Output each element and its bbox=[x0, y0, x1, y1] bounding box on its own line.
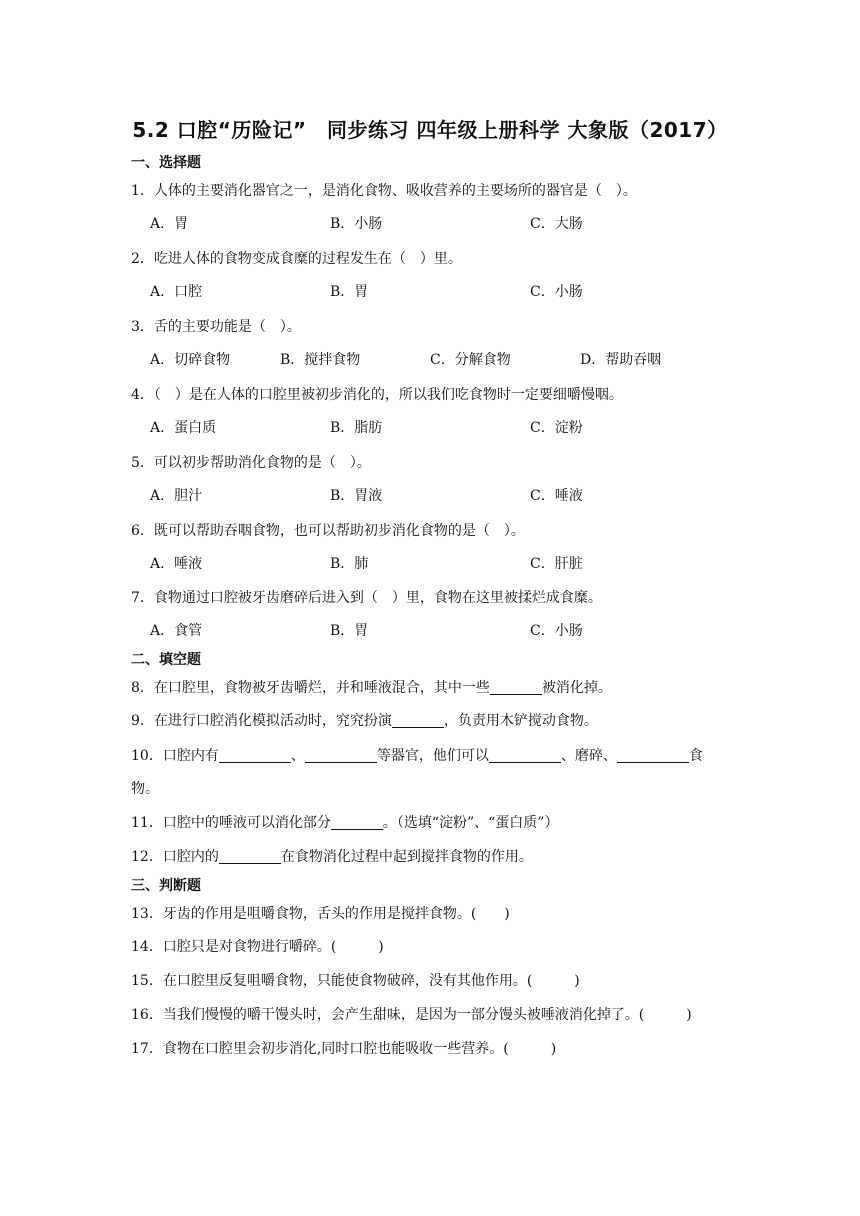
question-15: 15．在口腔里反复咀嚼食物，只能使食物破碎，没有其他作用。( ) bbox=[131, 973, 580, 989]
q4-option-b: B．脂肪 bbox=[330, 420, 383, 436]
q10-text-b: 、 bbox=[290, 748, 305, 764]
q9-blank[interactable] bbox=[392, 711, 444, 728]
q1-option-b: B．小肠 bbox=[330, 216, 383, 232]
q2-option-b: B．胃 bbox=[330, 284, 369, 300]
q4-option-c: C．淀粉 bbox=[530, 420, 583, 436]
question-8 bbox=[131, 677, 612, 697]
q3-option-c: C．分解食物 bbox=[430, 352, 511, 368]
section-heading-fill: 二、填空题 bbox=[131, 652, 201, 668]
q10-blank-4[interactable] bbox=[617, 746, 689, 763]
q10-blank-2[interactable] bbox=[305, 746, 377, 763]
question-17: 17．食物在口腔里会初步消化,同时口腔也能吸收一些营养。( ) bbox=[131, 1041, 557, 1057]
q10-blank-1[interactable] bbox=[219, 746, 291, 763]
q2-option-a: A．口腔 bbox=[150, 284, 203, 300]
q5-option-b: B．胃液 bbox=[330, 488, 383, 504]
q1-option-a: A．胃 bbox=[150, 216, 189, 232]
q12-text-before: 12．口腔内的 bbox=[131, 849, 219, 865]
question-12 bbox=[131, 846, 533, 866]
q8-text-before: 8．在口腔里，食物被牙齿嚼烂，并和唾液混合，其中一些 bbox=[131, 680, 490, 696]
q10-text-e: 食 bbox=[688, 748, 703, 764]
q3-option-d: D．帮助吞咽 bbox=[580, 352, 662, 368]
question-6: 6．既可以帮助吞咽食物，也可以帮助初步消化食物的是（ ）。 bbox=[131, 523, 525, 539]
question-2: 2．吃进人体的食物变成食糜的过程发生在（ ）里。 bbox=[131, 251, 462, 267]
question-1: 1．人体的主要消化器官之一，是消化食物、吸收营养的主要场所的器官是（ ）。 bbox=[131, 183, 637, 199]
q3-option-a: A．切碎食物 bbox=[150, 352, 231, 368]
section-heading-choice: 一、选择题 bbox=[131, 155, 201, 171]
q11-blank[interactable] bbox=[331, 813, 383, 830]
question-5: 5．可以初步帮助消化食物的是（ ）。 bbox=[131, 455, 371, 471]
q9-text-before: 9．在进行口腔消化模拟活动时，究究扮演 bbox=[131, 713, 392, 729]
q8-text-after: 被消化掉。 bbox=[541, 680, 612, 696]
q2-option-c: C．小肠 bbox=[530, 284, 583, 300]
q8-blank[interactable] bbox=[490, 678, 542, 695]
section-heading-judge: 三、判断题 bbox=[131, 878, 201, 894]
q12-blank[interactable] bbox=[219, 847, 281, 864]
q7-option-c: C．小肠 bbox=[530, 623, 583, 639]
question-7: 7．食物通过口腔被牙齿磨碎后进入到（ ）里，食物在这里被揉烂成食糜。 bbox=[131, 590, 602, 606]
q11-text-after: 。（选填“淀粉”、“蛋白质”） bbox=[382, 815, 559, 831]
q11-text-before: 11．口腔中的唾液可以消化部分 bbox=[131, 815, 331, 831]
q5-option-a: A．胆汁 bbox=[150, 488, 203, 504]
q4-option-a: A．蛋白质 bbox=[150, 420, 217, 436]
q12-text-after: 在食物消化过程中起到搅拌食物的作用。 bbox=[280, 849, 533, 865]
q6-option-a: A．唾液 bbox=[150, 556, 203, 572]
q10-text-a: 10．口腔内有 bbox=[131, 748, 219, 764]
question-9 bbox=[131, 710, 598, 730]
q6-option-b: B．肺 bbox=[330, 556, 369, 572]
q5-option-c: C．唾液 bbox=[530, 488, 583, 504]
question-14: 14．口腔只是对食物进行嚼碎。( ) bbox=[131, 939, 384, 955]
q1-option-c: C．大肠 bbox=[530, 216, 583, 232]
q10-text-d: 、磨碎、 bbox=[560, 748, 617, 764]
question-16: 16．当我们慢慢的嚼干馒头时，会产生甜味，是因为一部分馒头被唾液消化掉了。( ) bbox=[131, 1007, 692, 1023]
page-title: 5.2 口腔“历险记” 同步练习 四年级上册科学 大象版（2017） bbox=[132, 118, 728, 142]
q7-option-a: A．食管 bbox=[150, 623, 203, 639]
question-10-continued: 物。 bbox=[131, 781, 159, 797]
question-10 bbox=[131, 745, 703, 765]
question-3: 3．舌的主要功能是（ ）。 bbox=[131, 319, 301, 335]
q10-blank-3[interactable] bbox=[489, 746, 561, 763]
q6-option-c: C．肝脏 bbox=[530, 556, 583, 572]
question-13: 13．牙齿的作用是咀嚼食物，舌头的作用是搅拌食物。( ) bbox=[131, 906, 510, 922]
q3-option-b: B．搅拌食物 bbox=[280, 352, 361, 368]
q10-text-c: 等器官，他们可以 bbox=[376, 748, 489, 764]
q7-option-b: B．胃 bbox=[330, 623, 369, 639]
question-4: 4．（ ）是在人体的口腔里被初步消化的，所以我们吃食物时一定要细嚼慢咽。 bbox=[131, 387, 623, 403]
question-11 bbox=[131, 812, 558, 832]
q9-text-after: ，负责用木铲搅动食物。 bbox=[443, 713, 598, 729]
